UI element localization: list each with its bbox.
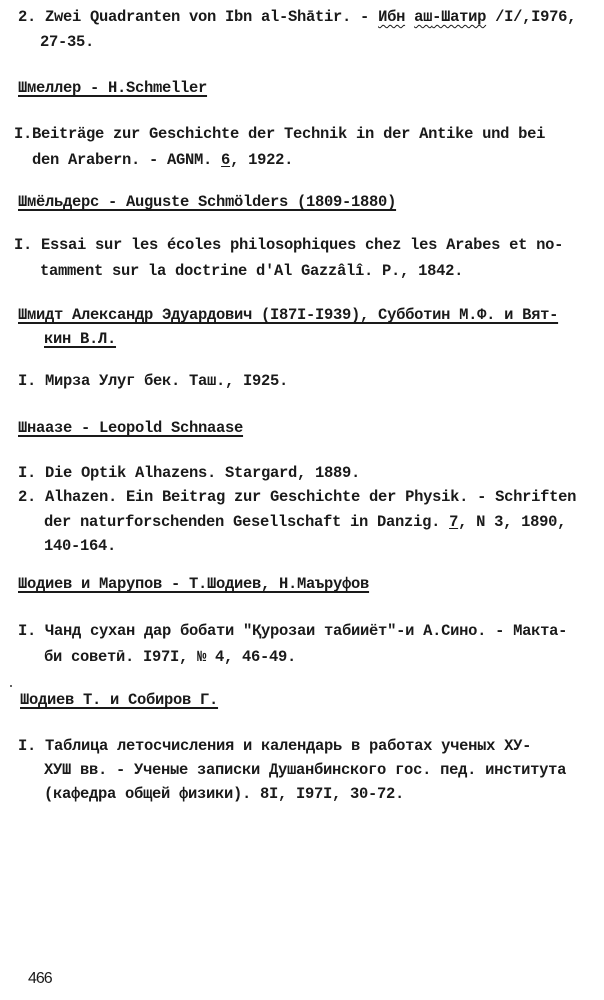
scan-speck	[10, 685, 12, 687]
entry-text: , N 3, 1890,	[458, 513, 567, 531]
entry-line: 27-35.	[40, 33, 95, 51]
entry-line: I. Мирза Улуг бек. Таш., I925.	[18, 372, 289, 390]
entry-line: 140-164.	[44, 537, 117, 555]
author-heading: Шодиев и Марупов - Т.Шодиев, Н.Маъруфов	[18, 575, 370, 593]
entry-line: I.Beiträge zur Geschichte der Technik in der Antike und bei	[14, 125, 546, 143]
entry-text: 2. Zwei Quadranten von Ibn al-Shātir. -	[18, 8, 379, 26]
entry-text: , 1922.	[230, 151, 294, 169]
entry-line: ХУШ вв. - Ученые записки Душанбинского гос. пед. института	[44, 761, 567, 779]
wavy-underlined-word: Ибн	[378, 8, 406, 26]
volume-number: 7	[449, 513, 459, 531]
entry-line: би советӣ. I97I, № 4, 46-49.	[44, 648, 297, 666]
author-heading: Шнаазе - Leopold Schnaase	[18, 419, 244, 437]
entry-line: tamment sur la doctrine d'Al Gazzâlî. P., 1842.	[40, 262, 464, 280]
author-heading: Шмёльдерс - Auguste Schmölders (1809-1880)	[18, 193, 397, 211]
wavy-underlined-word: аш	[414, 8, 433, 26]
wavy-underlined-word: -Шатир	[432, 8, 487, 26]
entry-line: I. Таблица летосчисления и календарь в работах ученых ХУ-	[18, 737, 532, 755]
author-heading: Шмеллер - H.Schmeller	[18, 79, 208, 97]
entry-line: I. Чанд сухан дар бобати "Қурозаи табииёт"-и А.Сино. - Макта-	[18, 622, 568, 640]
entry-line: I. Essai sur les écoles philosophiques chez les Arabes et no-	[14, 236, 564, 254]
entry-text: der naturforschenden Gesellschaft in Danzig.	[44, 513, 450, 531]
author-heading: Шодиев Т. и Собиров Г.	[20, 691, 219, 709]
volume-number: 6	[221, 151, 231, 169]
entry-line: (кафедра общей физики). 8I, I97I, 30-72.	[44, 785, 405, 803]
entry-line: 2. Alhazen. Ein Beitrag zur Geschichte der Physik. - Schriften	[18, 488, 577, 506]
author-heading: Шмидт Александр Эдуардович (I87I-I939), Субботин М.Ф. и Вят-	[18, 306, 559, 324]
entry-line	[18, 8, 576, 26]
author-heading: кин В.Л.	[44, 330, 117, 348]
entry-text: /I/,I976,	[486, 8, 577, 26]
entry-line	[32, 151, 293, 169]
entry-line	[44, 513, 566, 531]
entry-text: den Arabern. - AGNM.	[32, 151, 222, 169]
entry-line: I. Die Optik Alhazens. Stargard, 1889.	[18, 464, 361, 482]
page-number: 466	[28, 970, 52, 987]
